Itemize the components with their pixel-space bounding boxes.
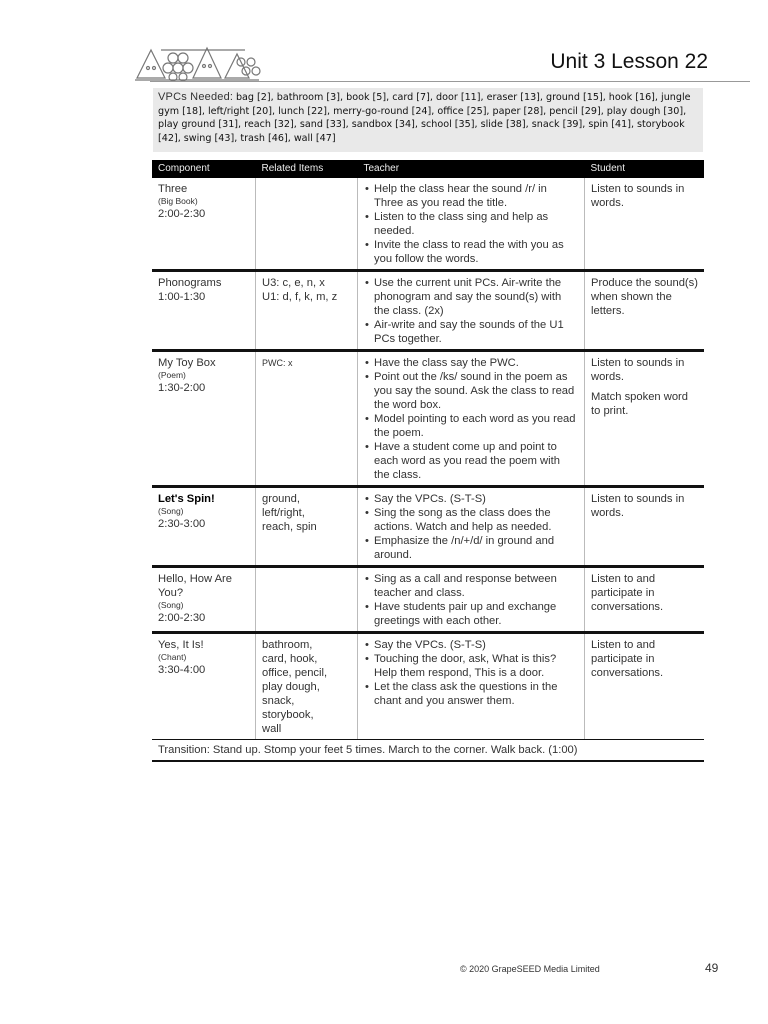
related-items-cell	[256, 271, 358, 351]
student-cell	[585, 178, 705, 271]
teacher-step: • Point out the /ks/ sound in the poem as you say the sound. Ask the class to read the word box.	[374, 370, 578, 412]
teacher-step: • Listen to the class sing and help as needed.	[374, 210, 578, 238]
component-name: Let's Spin!	[158, 493, 215, 505]
table-row	[152, 178, 704, 271]
lesson-plan-table	[152, 160, 704, 762]
related-items: ground, left/right, reach, spin	[262, 493, 317, 533]
vpcs-needed-box	[153, 88, 703, 152]
component-name: Phonograms	[158, 277, 222, 289]
teacher-cell	[358, 567, 585, 633]
table-row	[152, 351, 704, 487]
teacher-step: • Use the current unit PCs. Air-write the phonogram and say the sound(s) with the class. (2x)	[374, 276, 578, 318]
component-time: 1:30-2:00	[158, 382, 206, 394]
component-time: 2:00-2:30	[158, 612, 206, 624]
component-type: (Poem)	[158, 370, 186, 380]
component-name: My Toy Box	[158, 357, 216, 369]
student-goal: Listen to sounds in words.	[591, 183, 685, 209]
page-number: 49	[705, 961, 719, 975]
vpcs-label: VPCs Needed:	[158, 91, 234, 103]
teacher-step: • Have a student come up and point to each word as you read the poem with the class.	[374, 440, 578, 482]
related-items-cell	[256, 487, 358, 567]
student-cell	[585, 567, 705, 633]
teacher-step: • Model pointing to each word as you read the poem.	[374, 412, 578, 440]
related-items: bathroom, card, hook, office, pencil, play dough, snack, storybook, wall	[262, 639, 328, 735]
component-cell	[152, 633, 256, 740]
teacher-cell	[358, 351, 585, 487]
table-row	[152, 633, 704, 740]
teacher-step: • Sing the song as the class does the actions. Watch and help as needed.	[374, 506, 578, 534]
component-name: Yes, It Is!	[158, 639, 204, 651]
related-items-cell	[256, 178, 358, 271]
component-cell	[152, 567, 256, 633]
page-title: Unit 3 Lesson 22	[550, 50, 708, 73]
table-row	[152, 487, 704, 567]
table-row	[152, 567, 704, 633]
copyright: © 2020 GrapeSEED Media Limited	[460, 964, 600, 974]
related-items: U3: c, e, n, x U1: d, f, k, m, z	[262, 277, 338, 303]
component-time: 2:00-2:30	[158, 208, 206, 220]
related-items-cell	[256, 351, 358, 487]
transition-row	[152, 740, 704, 762]
header-related-items: Related Items	[256, 160, 358, 178]
student-cell	[585, 351, 705, 487]
component-type: (Song)	[158, 506, 184, 516]
header-student: Student	[585, 160, 705, 178]
component-type: (Chant)	[158, 652, 187, 662]
teacher-step: • Say the VPCs. (S-T-S)	[374, 638, 578, 652]
component-time: 3:30-4:00	[158, 664, 206, 676]
student-goal: Listen to sounds in words.	[591, 357, 685, 383]
transition-text: Transition: Stand up. Stomp your feet 5 times. March to the corner. Walk back. (1:00)	[152, 740, 704, 762]
header-teacher: Teacher	[358, 160, 585, 178]
student-cell	[585, 633, 705, 740]
component-time: 2:30-3:00	[158, 518, 206, 530]
teacher-step: • Emphasize the /n/+/d/ in ground and around.	[374, 534, 578, 562]
vpcs-words: bag [2], bathroom [3], book [5], card [7], door [11], eraser [13], ground [15], hook [16], jungle gym [18], left/right [20], lunch [22], merry-go-round [24], office [25], paper [28], pencil [29], play dough [30], play ground [31], reach [32], sand [33], sandbox [34], school [35], slide [38], snack [39], spin [41], storybook [42], swing [43], trash [46], wall [47]	[158, 92, 691, 144]
component-cell	[152, 271, 256, 351]
related-items-cell	[256, 633, 358, 740]
teacher-step: • Sing as a call and response between teacher and class.	[374, 572, 578, 600]
component-time: 1:00-1:30	[158, 291, 206, 303]
teacher-step: • Touching the door, ask, What is this? Help them respond, This is a door.	[374, 652, 578, 680]
header-component: Component	[152, 160, 256, 178]
teacher-step: • Say the VPCs. (S-T-S)	[374, 492, 578, 506]
component-cell	[152, 178, 256, 271]
teacher-step: • Invite the class to read the with you as you follow the words.	[374, 238, 578, 266]
student-cell	[585, 487, 705, 567]
teacher-cell	[358, 178, 585, 271]
table-header-row	[152, 160, 704, 178]
component-type: (Big Book)	[158, 196, 198, 206]
title-divider	[150, 81, 750, 82]
student-cell	[585, 271, 705, 351]
component-name: Three	[158, 183, 188, 195]
teacher-cell	[358, 271, 585, 351]
student-goal: Listen to and participate in conversations.	[591, 573, 664, 613]
related-items-cell	[256, 567, 358, 633]
component-cell	[152, 351, 256, 487]
teacher-step: • Air-write and say the sounds of the U1 PCs together.	[374, 318, 578, 346]
grapeseed-logo	[133, 44, 263, 84]
teacher-step: • Have students pair up and exchange greetings with each other.	[374, 600, 578, 628]
teacher-cell	[358, 633, 585, 740]
teacher-step: • Help the class hear the sound /r/ in Three as you read the title.	[374, 182, 578, 210]
component-cell	[152, 487, 256, 567]
component-type: (Song)	[158, 600, 184, 610]
student-goal: Produce the sound(s) when shown the letters.	[591, 277, 698, 317]
teacher-cell	[358, 487, 585, 567]
student-goal: Listen to sounds in words.	[591, 493, 685, 519]
student-goal: Listen to and participate in conversations.	[591, 639, 664, 679]
component-name: Hello, How Are You?	[158, 573, 232, 599]
teacher-step: • Have the class say the PWC.	[374, 356, 578, 370]
related-items: PWC: x	[262, 358, 293, 368]
teacher-step: • Let the class ask the questions in the chant and you answer them.	[374, 680, 578, 708]
table-row	[152, 271, 704, 351]
student-goal: Match spoken word to print.	[591, 391, 689, 417]
